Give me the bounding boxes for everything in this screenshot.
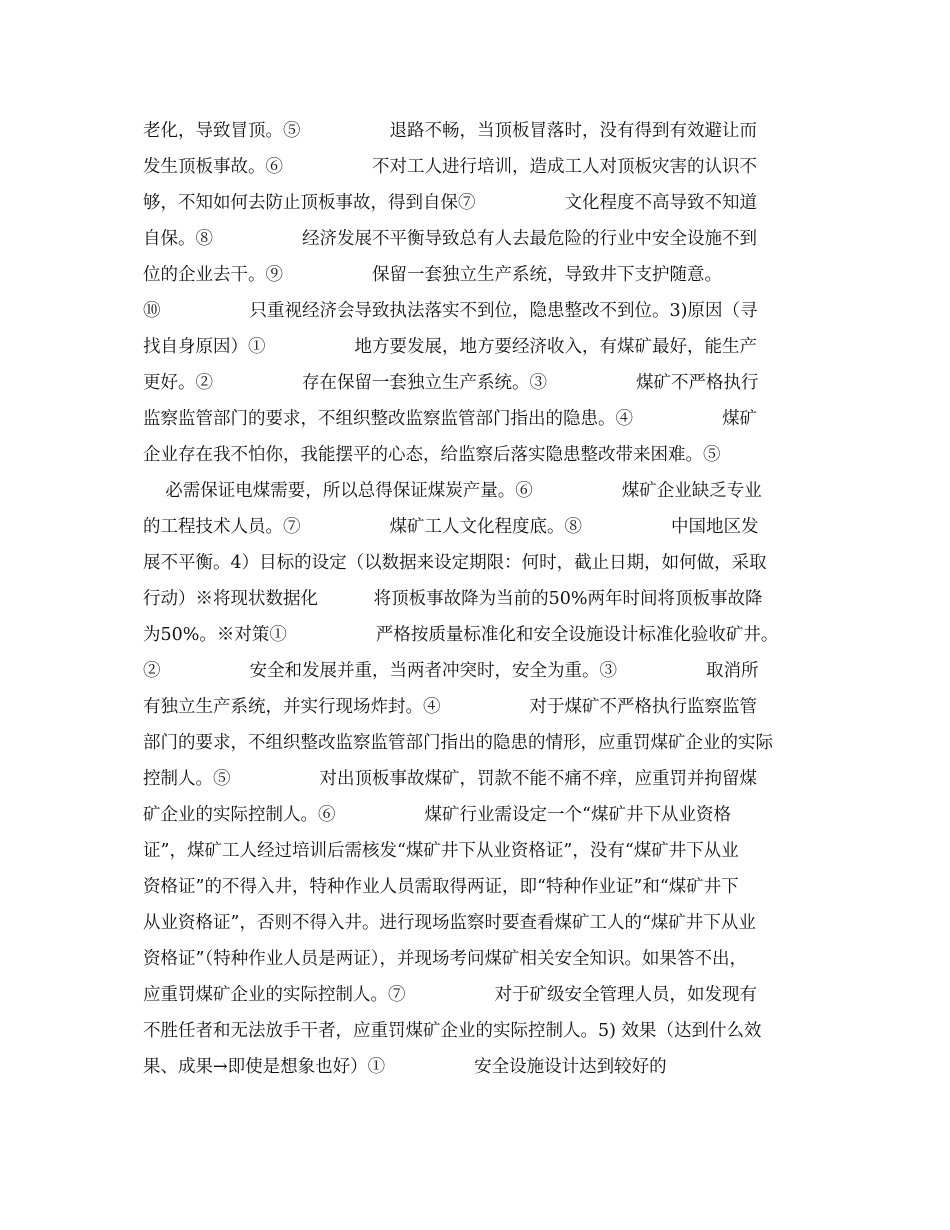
text-line: 矿企业的实际控制人。⑥ 煤矿行业需设定一个“煤矿井下从业资格 <box>143 805 731 825</box>
text-line: 自保。⑧ 经济发展不平衡导致总有人去最危险的行业中安全设施不到 <box>143 229 758 249</box>
text-line: 资格证”的不得入井，特种作业人员需取得两证，即“特种作业证”和“煤矿井下 <box>143 877 739 897</box>
text-line: 监察监管部门的要求，不组织整改监察监管部门指出的隐患。④ 煤矿 <box>143 409 758 429</box>
text-line: 企业存在我不怕你，我能摆平的心态，给监察后落实隐患整改带来困难。⑤ <box>143 445 721 465</box>
text-line: 发生顶板事故。⑥ 不对工人进行培训，造成工人对顶板灾害的认识不 <box>143 157 758 177</box>
text-line: 应重罚煤矿企业的实际控制人。⑦ 对于矿级安全管理人员，如发现有 <box>143 985 758 1005</box>
text-line: 不胜任者和无法放手干者，应重罚煤矿企业的实际控制人。5) 效果（达到什么效 <box>143 1021 762 1041</box>
text-line: 必需保证电煤需要，所以总得保证煤炭产量。⑥ 煤矿企业缺乏专业 <box>143 481 762 501</box>
text-line: 有独立生产系统，并实行现场炸封。④ 对于煤矿不严格执行监察监管 <box>143 697 758 717</box>
text-line: 果、成果→即使是想象也好）① 安全设施设计达到较好的 <box>143 1057 667 1077</box>
text-line: 老化，导致冒顶。⑤ 退路不畅，当顶板冒落时，没有得到有效避让而 <box>143 121 758 141</box>
text-line: 够，不知如何去防止顶板事故，得到自保⑦ 文化程度不高导致不知道 <box>143 193 758 213</box>
text-line: 找自身原因）① 地方要发展，地方要经济收入，有煤矿最好，能生产 <box>143 337 758 357</box>
text-line: 资格证”（特种作业人员是两证），并现场考问煤矿相关安全知识。如果答不出， <box>143 949 747 969</box>
text-line: ② 安全和发展并重，当两者冲突时，安全为重。③ 取消所 <box>143 661 759 681</box>
text-line: ⑩ 只重视经济会导致执法落实不到位，隐患整改不到位。3)原因（寻 <box>143 301 758 321</box>
text-line: 更好。② 存在保留一套独立生产系统。③ 煤矿不严格执行 <box>143 373 759 393</box>
text-line: 控制人。⑤ 对出顶板事故煤矿，罚款不能不痛不痒，应重罚并拘留煤 <box>143 769 758 789</box>
text-line: 为50%。※对策① 严格按质量标准化和安全设施设计标准化验收矿井。 <box>143 625 779 645</box>
text-line: 位的企业去干。⑨ 保留一套独立生产系统，导致井下支护随意。 <box>143 265 723 285</box>
text-line: 从业资格证”，否则不得入井。进行现场监察时要查看煤矿工人的“煤矿井下从业 <box>143 913 756 933</box>
text-line: 展不平衡。4）目标的设定（以数据来设定期限：何时，截止日期，如何做，采取 <box>143 553 767 573</box>
text-line: 证”，煤矿工人经过培训后需核发“煤矿井下从业资格证”，没有“煤矿井下从业 <box>143 841 739 861</box>
text-line: 的工程技术人员。⑦ 煤矿工人文化程度底。⑧ 中国地区发 <box>143 517 759 537</box>
text-line: 部门的要求，不组织整改监察监管部门指出的隐患的情形，应重罚煤矿企业的实际 <box>143 733 773 753</box>
text-line: 行动）※将现状数据化 将顶板事故降为当前的50%两年时间将顶板事故降 <box>143 589 763 609</box>
